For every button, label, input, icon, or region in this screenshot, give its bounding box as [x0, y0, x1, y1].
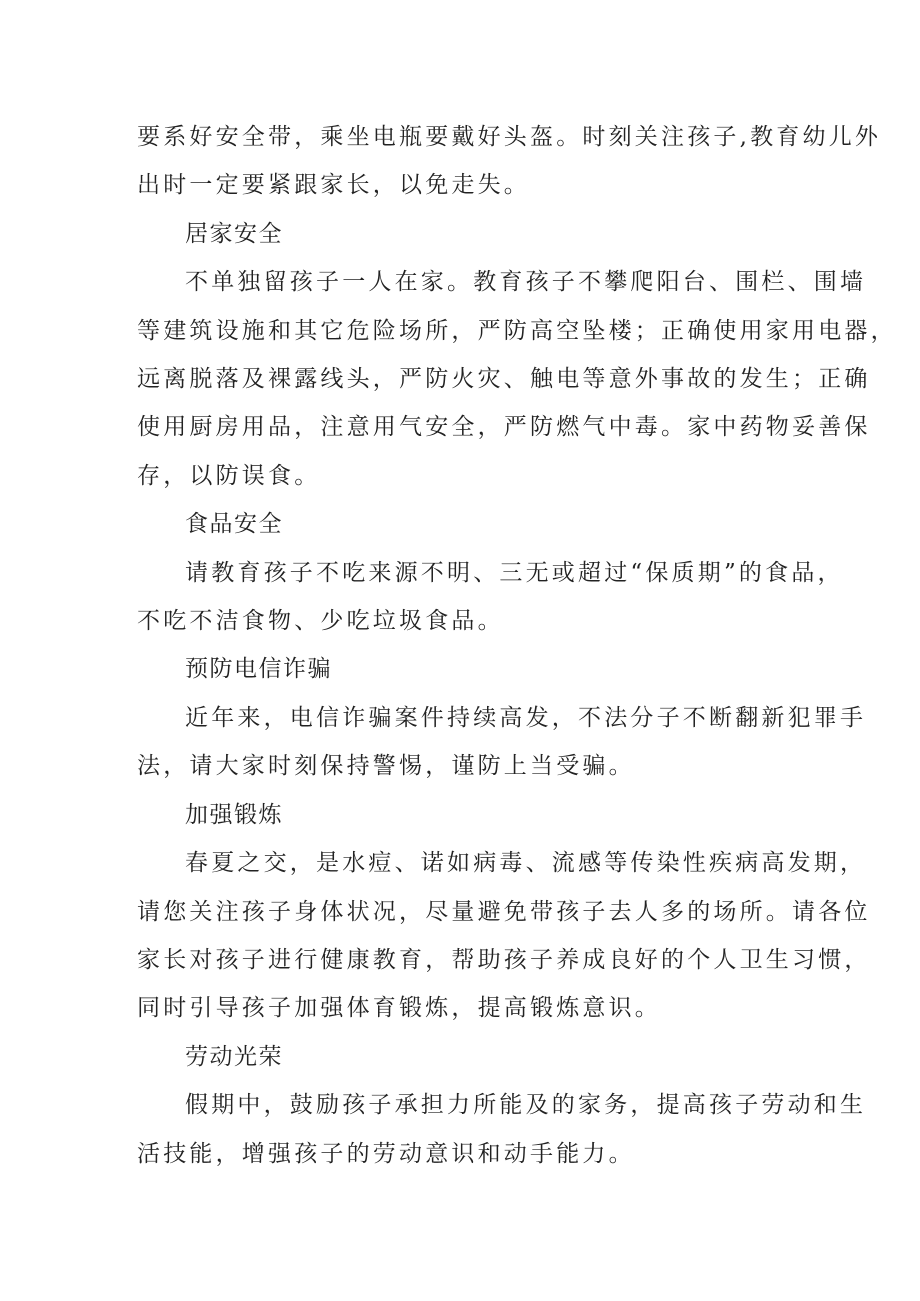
section-heading-fraud-prevention: 预防电信诈骗	[185, 656, 332, 683]
paragraph-line: 春夏之交，是水痘、诺如病毒、流感等传染性疾病高发期，	[185, 850, 867, 877]
paragraph-line: 法，请大家时刻保持警惕，谨防上当受骗。	[137, 753, 635, 780]
paragraph-line: 近年来，电信诈骗案件持续高发，不法分子不断翻新犯罪手	[185, 704, 867, 731]
paragraph-line: 远离脱落及裸露线头，严防火灾、触电等意外事故的发生；正确	[137, 366, 871, 393]
paragraph-line: 使用厨房用品，注意用气安全，严防燃气中毒。家中药物妥善保	[137, 414, 871, 441]
paragraph-line: 存，以防误食。	[137, 462, 321, 489]
paragraph-line: 要系好安全带，乘坐电瓶要戴好头盔。时刻关注孩子,教育幼儿外	[137, 124, 882, 150]
paragraph-line: 请教育孩子不吃来源不明、三无或超过“保质期”的食品，	[185, 559, 844, 586]
paragraph-line: 不单独留孩子一人在家。教育孩子不攀爬阳台、围栏、围墙	[185, 269, 867, 296]
paragraph-line: 假期中，鼓励孩子承担力所能及的家务，提高孩子劳动和生	[185, 1092, 867, 1119]
paragraph-line: 出时一定要紧跟家长，以免走失。	[137, 172, 530, 199]
paragraph-line: 等建筑设施和其它危险场所，严防高空坠楼；正确使用家用电器，	[137, 317, 897, 344]
paragraph-line: 不吃不洁食物、少吃垃圾食品。	[137, 608, 504, 635]
paragraph-line: 家长对孩子进行健康教育，帮助孩子养成良好的个人卫生习惯，	[137, 946, 871, 973]
section-heading-exercise: 加强锻炼	[185, 801, 283, 828]
paragraph-line: 活技能，增强孩子的劳动意识和动手能力。	[137, 1140, 635, 1167]
section-heading-labor: 劳动光荣	[185, 1043, 283, 1070]
section-heading-food-safety: 食品安全	[185, 511, 283, 538]
section-heading-home-safety: 居家安全	[185, 220, 283, 247]
paragraph-line: 同时引导孩子加强体育锻炼，提高锻炼意识。	[137, 995, 661, 1022]
document-body	[137, 113, 897, 1178]
paragraph-line: 请您关注孩子身体状况，尽量避免带孩子去人多的场所。请各位	[137, 898, 871, 925]
